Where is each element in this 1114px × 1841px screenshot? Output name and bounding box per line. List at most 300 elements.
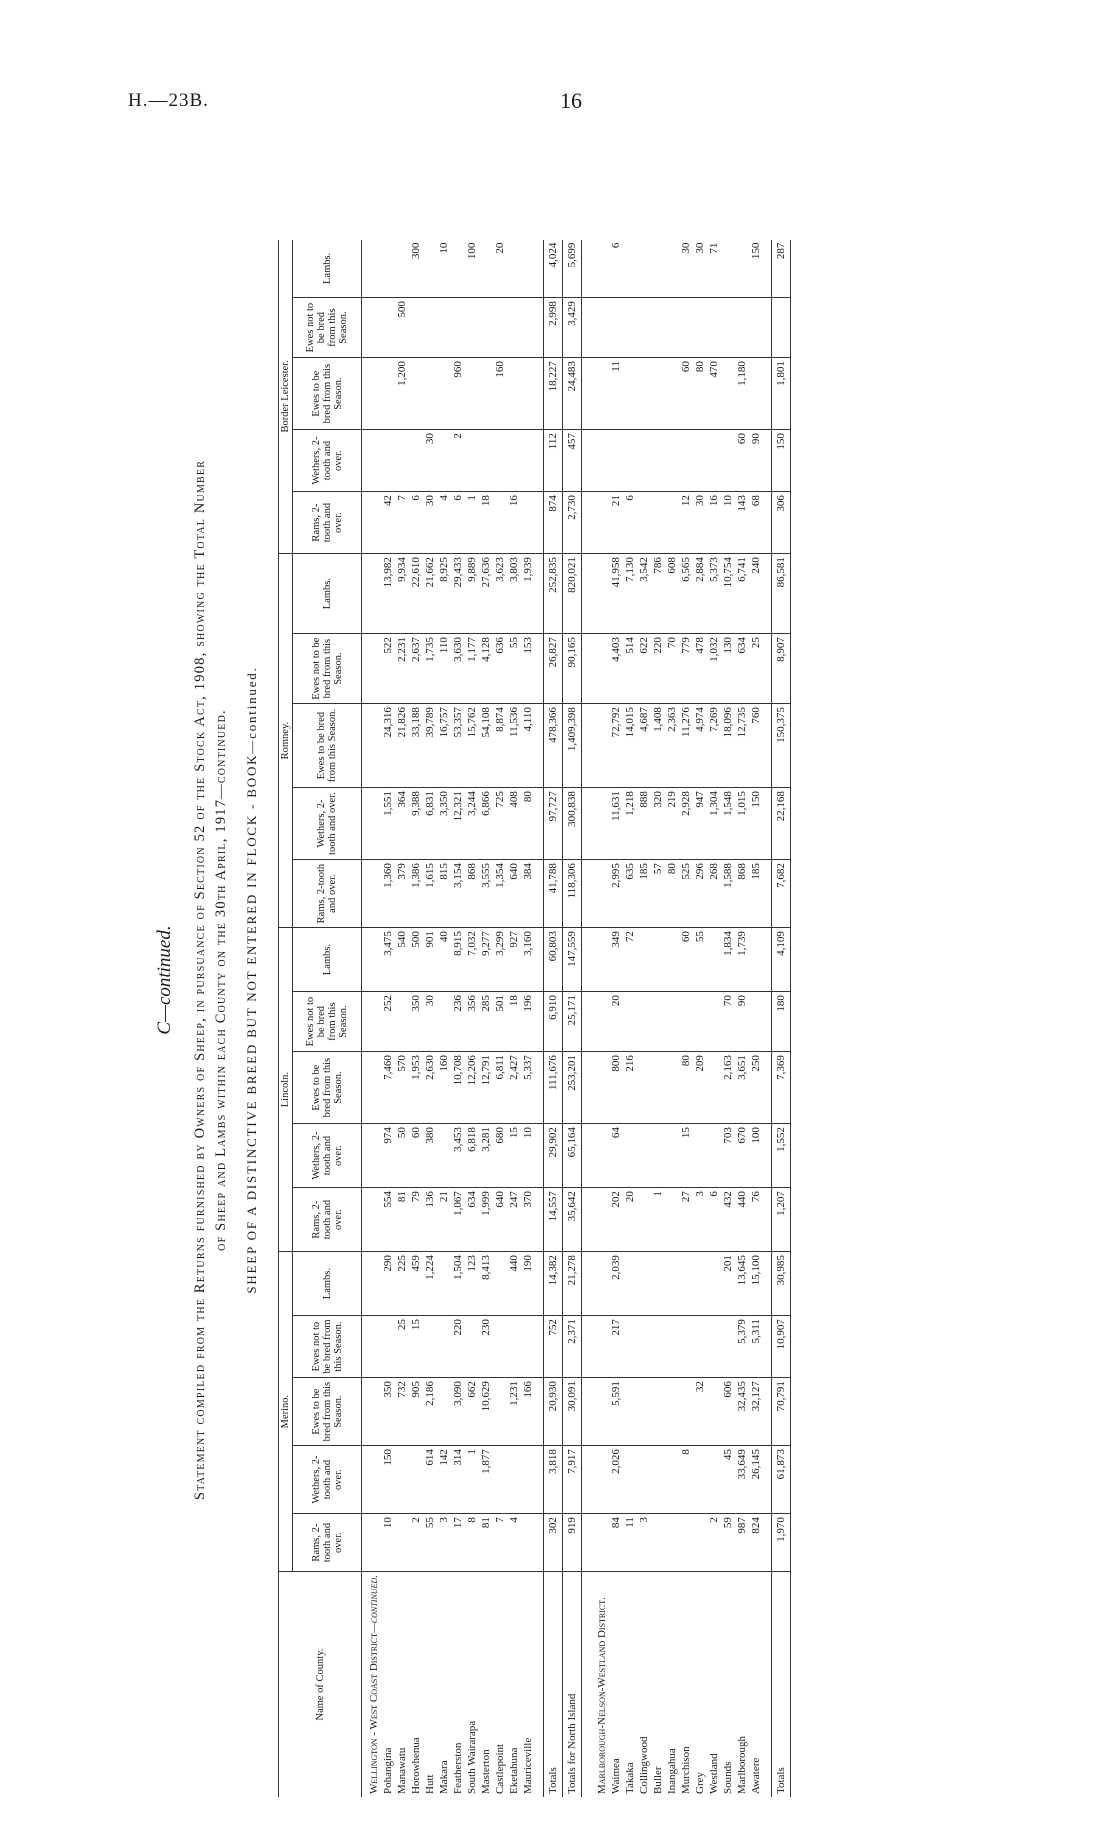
table-cell: 196 — [521, 992, 535, 1052]
table-cell: 7,032 — [465, 928, 479, 992]
table-cell: 9,277 — [479, 928, 493, 992]
table-cell: 10 — [721, 492, 735, 554]
table-cell — [763, 1052, 772, 1124]
table-cell — [521, 430, 535, 492]
table-cell — [665, 1252, 679, 1316]
table-cell — [707, 1124, 721, 1188]
table-cell — [535, 860, 544, 928]
table-cell — [637, 928, 651, 992]
table-cell: 14,015 — [623, 704, 637, 788]
table-cell: 2,630 — [423, 1052, 437, 1124]
table-cell: 2,026 — [609, 1446, 623, 1514]
table-cell — [651, 992, 665, 1052]
table-cell — [521, 1446, 535, 1514]
table-cell — [590, 1052, 609, 1124]
table-cell — [535, 1514, 544, 1572]
table-cell — [763, 1316, 772, 1378]
table-cell — [521, 298, 535, 358]
rotated-page-area — [150, 135, 1010, 1825]
table-cell — [582, 1252, 591, 1316]
table-cell — [735, 298, 749, 358]
table-cell: 4,687 — [637, 704, 651, 788]
table-cell — [437, 1252, 451, 1316]
table-cell — [465, 358, 479, 430]
county-name: Sounds — [722, 1761, 734, 1794]
statement-subtitle: of Sheep and Lambs within each County on the 30th April, 1917—continued. — [213, 709, 229, 1251]
table-cell: 97,727 — [544, 788, 563, 860]
table-cell — [763, 788, 772, 860]
table-row — [493, 240, 507, 1797]
column-header: Ewes not to be bred from this Season. — [293, 992, 362, 1052]
table-cell: 61,873 — [772, 1446, 791, 1514]
table-cell: 2 — [451, 430, 465, 492]
table-cell — [665, 1514, 679, 1572]
table-cell: 662 — [465, 1378, 479, 1446]
table-cell — [409, 358, 423, 430]
county-name: Featherston — [452, 1742, 464, 1794]
table-cell — [451, 298, 465, 358]
table-cell: 3,090 — [451, 1378, 465, 1446]
table-cell: 15 — [679, 1124, 693, 1188]
table-cell — [590, 1316, 609, 1378]
table-cell: 26,145 — [749, 1446, 763, 1514]
table-cell — [651, 1252, 665, 1316]
table-cell: 15 — [409, 1316, 423, 1378]
table-cell — [651, 1316, 665, 1378]
table-cell: 470 — [707, 358, 721, 430]
table-cell: 71 — [707, 240, 721, 298]
table-cell: 12,321 — [451, 788, 465, 860]
table-cell: 219 — [665, 788, 679, 860]
table-cell: 112 — [544, 430, 563, 492]
table-cell: 15,100 — [749, 1252, 763, 1316]
table-cell — [590, 1446, 609, 1514]
table-body — [362, 240, 791, 1797]
column-header: Ewes to be bred from this Season. — [293, 358, 362, 430]
table-cell: 80 — [679, 1052, 693, 1124]
table-cell: 2,363 — [665, 704, 679, 788]
table-cell: 1,735 — [423, 634, 437, 704]
table-cell — [590, 788, 609, 860]
table-cell: 25 — [749, 634, 763, 704]
table-cell — [493, 1446, 507, 1514]
table-row — [409, 240, 423, 1797]
table-cell: 974 — [381, 1124, 395, 1188]
table-cell: 459 — [409, 1252, 423, 1316]
column-header: Ewes to be bred from this Season. — [293, 1052, 362, 1124]
table-cell: 18 — [479, 492, 493, 554]
table-cell — [362, 992, 382, 1052]
column-header: Lambs. — [293, 240, 362, 298]
table-row — [693, 240, 707, 1797]
table-cell — [362, 298, 382, 358]
table-cell: 8,925 — [437, 554, 451, 634]
table-cell: 17 — [451, 1514, 465, 1572]
table-row — [465, 240, 479, 1797]
county-name: Totals — [772, 1572, 791, 1797]
table-cell: 608 — [665, 554, 679, 634]
table-cell: 1 — [651, 1188, 665, 1252]
table-cell: 201 — [721, 1252, 735, 1316]
table-cell — [535, 1052, 544, 1124]
table-cell: 1,408 — [651, 704, 665, 788]
totals-row — [544, 240, 563, 1797]
table-cell: 39,789 — [423, 704, 437, 788]
table-cell: 247 — [507, 1188, 521, 1252]
county-name: Collingwood — [638, 1736, 650, 1794]
table-cell: 32,127 — [749, 1378, 763, 1446]
table-cell — [707, 992, 721, 1052]
table-cell: 6 — [623, 492, 637, 554]
county-name: Takaka — [624, 1762, 636, 1794]
table-cell — [637, 492, 651, 554]
column-header: Wethers, 2-tooth and over. — [293, 1446, 362, 1514]
table-cell: 4,110 — [521, 704, 535, 788]
table-cell: 81 — [479, 1514, 493, 1572]
table-cell: 3,244 — [465, 788, 479, 860]
table-cell: 130 — [721, 634, 735, 704]
table-row — [521, 240, 535, 1797]
table-cell — [693, 430, 707, 492]
table-cell: 57 — [651, 860, 665, 928]
table-cell — [582, 1446, 591, 1514]
table-cell: 30 — [423, 430, 437, 492]
table-cell: 33,649 — [735, 1446, 749, 1514]
sheep-category-title: SHEEP OF A DISTINCTIVE BREED BUT NOT ENTERED IN FLOCK - BOOK—continued. — [244, 666, 259, 1294]
table-cell: 5,311 — [749, 1316, 763, 1378]
table-cell: 752 — [544, 1316, 563, 1378]
county-name: Inangahua — [666, 1748, 678, 1794]
table-cell: 3,160 — [521, 928, 535, 992]
table-cell — [651, 240, 665, 298]
table-cell: 1,801 — [772, 358, 791, 430]
table-cell — [437, 1378, 451, 1446]
table-cell: 12,735 — [735, 704, 749, 788]
table-cell: 1,032 — [707, 634, 721, 704]
table-cell — [623, 1124, 637, 1188]
table-cell: 11,631 — [609, 788, 623, 860]
table-cell: 6 — [451, 492, 465, 554]
table-cell — [362, 1316, 382, 1378]
table-row — [395, 240, 409, 1797]
table-cell: 868 — [735, 860, 749, 928]
table-cell: 349 — [609, 928, 623, 992]
table-cell — [763, 1446, 772, 1514]
table-cell: 500 — [409, 928, 423, 992]
table-cell — [590, 430, 609, 492]
table-cell: 815 — [437, 860, 451, 928]
table-cell — [437, 358, 451, 430]
table-cell — [665, 1124, 679, 1188]
table-cell: 10,754 — [721, 554, 735, 634]
table-cell: 16 — [707, 492, 721, 554]
table-cell — [749, 992, 763, 1052]
table-cell: 60 — [679, 928, 693, 992]
table-cell: 100 — [749, 1124, 763, 1188]
table-cell — [665, 992, 679, 1052]
table-cell: 20 — [609, 992, 623, 1052]
table-cell — [362, 1252, 382, 1316]
table-cell — [623, 430, 637, 492]
table-cell — [582, 240, 591, 298]
table-cell: 190 — [521, 1252, 535, 1316]
table-cell: 50 — [395, 1124, 409, 1188]
table-cell: 3,299 — [493, 928, 507, 992]
table-cell: 18,096 — [721, 704, 735, 788]
table-cell: 478,366 — [544, 704, 563, 788]
table-cell: 160 — [493, 358, 507, 430]
table-row — [749, 240, 763, 1797]
table-cell — [535, 634, 544, 704]
table-cell — [590, 860, 609, 928]
table-row — [451, 240, 465, 1797]
table-cell: 123 — [465, 1252, 479, 1316]
table-cell — [707, 1052, 721, 1124]
table-cell: 800 — [609, 1052, 623, 1124]
table-cell: 622 — [637, 634, 651, 704]
table-cell — [437, 1124, 451, 1188]
table-cell: 540 — [395, 928, 409, 992]
table-cell: 4,128 — [479, 634, 493, 704]
table-cell — [582, 1514, 591, 1572]
table-cell — [590, 1124, 609, 1188]
table-cell: 60 — [679, 358, 693, 430]
table-cell: 136 — [423, 1188, 437, 1252]
table-cell: 1,999 — [479, 1188, 493, 1252]
table-cell: 6,866 — [479, 788, 493, 860]
table-row — [381, 240, 395, 1797]
county-name: Totals for North Island — [563, 1572, 582, 1797]
table-cell: 60 — [409, 1124, 423, 1188]
table-cell: 1,354 — [493, 860, 507, 928]
table-cell: 100 — [465, 240, 479, 298]
spacer-row — [582, 240, 591, 1797]
table-cell: 9,934 — [395, 554, 409, 634]
table-cell: 70 — [665, 634, 679, 704]
table-cell — [679, 992, 693, 1052]
table-cell: 3 — [437, 1514, 451, 1572]
table-cell: 3,818 — [544, 1446, 563, 1514]
table-cell — [582, 1316, 591, 1378]
table-cell: 3 — [693, 1188, 707, 1252]
column-header: Lambs. — [293, 928, 362, 992]
column-header: Rams, 2-tooth and over. — [293, 860, 362, 928]
table-cell — [651, 358, 665, 430]
table-cell — [693, 1124, 707, 1188]
table-cell — [707, 298, 721, 358]
table-cell: 285 — [479, 992, 493, 1052]
table-cell: 15,762 — [465, 704, 479, 788]
table-cell: 21,662 — [423, 554, 437, 634]
table-cell: 786 — [651, 554, 665, 634]
table-cell: 118,306 — [563, 860, 582, 928]
county-name: Marlborough — [736, 1735, 748, 1794]
table-cell: 287 — [772, 240, 791, 298]
table-cell: 634 — [735, 634, 749, 704]
table-cell: 634 — [465, 1188, 479, 1252]
table-cell: 81 — [395, 1188, 409, 1252]
table-cell: 8 — [465, 1514, 479, 1572]
table-row — [423, 240, 437, 1797]
table-cell — [493, 430, 507, 492]
table-cell: 1,360 — [381, 860, 395, 928]
table-cell — [651, 928, 665, 992]
table-cell — [665, 1188, 679, 1252]
table-cell: 3,630 — [451, 634, 465, 704]
table-cell: 9,388 — [409, 788, 423, 860]
county-name: Westland — [708, 1753, 720, 1794]
table-cell: 2,928 — [679, 788, 693, 860]
table-cell: 32 — [693, 1378, 707, 1446]
table-cell — [637, 298, 651, 358]
table-cell: 919 — [563, 1514, 582, 1572]
table-cell: 27 — [679, 1188, 693, 1252]
table-cell — [693, 992, 707, 1052]
table-cell: 16 — [507, 492, 521, 554]
table-cell: 53,357 — [451, 704, 465, 788]
table-cell — [590, 1252, 609, 1316]
table-cell — [651, 1514, 665, 1572]
table-cell: 80 — [665, 860, 679, 928]
table-cell — [693, 1514, 707, 1572]
table-cell: 408 — [507, 788, 521, 860]
table-cell: 1,067 — [451, 1188, 465, 1252]
table-cell — [362, 1378, 382, 1446]
column-header: Lambs. — [293, 554, 362, 634]
table-cell: 820,021 — [563, 554, 582, 634]
table-cell — [679, 1378, 693, 1446]
table-cell — [590, 1378, 609, 1446]
table-cell — [362, 634, 382, 704]
table-cell: 240 — [749, 554, 763, 634]
table-cell — [362, 788, 382, 860]
table-cell: 2,186 — [423, 1378, 437, 1446]
table-cell: 290 — [381, 1252, 395, 1316]
table-cell: 3,623 — [493, 554, 507, 634]
table-cell: 7,130 — [623, 554, 637, 634]
table-cell — [381, 240, 395, 298]
table-cell — [409, 430, 423, 492]
table-cell: 1,224 — [423, 1252, 437, 1316]
table-cell: 636 — [493, 634, 507, 704]
table-cell — [493, 492, 507, 554]
table-cell — [590, 1514, 609, 1572]
table-cell — [535, 928, 544, 992]
table-cell: 3,803 — [507, 554, 521, 634]
table-cell — [535, 554, 544, 634]
table-cell: 614 — [423, 1446, 437, 1514]
table-cell — [381, 1316, 395, 1378]
table-cell: 440 — [735, 1188, 749, 1252]
table-cell — [437, 1316, 451, 1378]
table-cell — [590, 554, 609, 634]
county-name: Murchison — [680, 1746, 692, 1794]
table-cell — [465, 430, 479, 492]
table-cell: 209 — [693, 1052, 707, 1124]
table-cell: 185 — [749, 860, 763, 928]
table-cell: 40 — [437, 928, 451, 992]
table-cell — [623, 298, 637, 358]
table-cell — [582, 1188, 591, 1252]
table-cell: 2,998 — [544, 298, 563, 358]
table-cell: 364 — [395, 788, 409, 860]
table-cell: 14,557 — [544, 1188, 563, 1252]
table-cell: 8,413 — [479, 1252, 493, 1316]
table-row — [609, 240, 623, 1797]
table-cell — [535, 1316, 544, 1378]
table-cell — [582, 430, 591, 492]
table-cell — [763, 928, 772, 992]
table-cell: 7,369 — [772, 1052, 791, 1124]
table-cell — [521, 1316, 535, 1378]
table-cell — [665, 1316, 679, 1378]
table-cell: 21,826 — [395, 704, 409, 788]
table-cell — [479, 240, 493, 298]
table-cell: 6 — [609, 240, 623, 298]
table-cell: 1,015 — [735, 788, 749, 860]
table-cell: 1,552 — [772, 1124, 791, 1188]
table-cell — [763, 1378, 772, 1446]
table-cell — [437, 298, 451, 358]
table-cell — [535, 430, 544, 492]
table-cell: 160 — [437, 1052, 451, 1124]
table-cell — [535, 1446, 544, 1514]
table-cell: 4,109 — [772, 928, 791, 992]
county-name: South Wairarapa — [466, 1720, 478, 1794]
county-name: Grey — [694, 1772, 706, 1794]
table-cell — [362, 704, 382, 788]
table-cell: 350 — [409, 992, 423, 1052]
table-cell: 86,581 — [772, 554, 791, 634]
table-cell: 150 — [772, 430, 791, 492]
table-cell: 947 — [693, 788, 707, 860]
table-cell: 59 — [721, 1514, 735, 1572]
table-cell: 1,588 — [721, 860, 735, 928]
table-cell: 3,651 — [735, 1052, 749, 1124]
table-cell: 253,201 — [563, 1052, 582, 1124]
table-cell — [651, 492, 665, 554]
table-cell: 7,682 — [772, 860, 791, 928]
county-name: Hutt — [424, 1774, 436, 1794]
table-cell: 1,970 — [772, 1514, 791, 1572]
table-cell — [763, 358, 772, 430]
table-cell: 76 — [749, 1188, 763, 1252]
table-cell: 296 — [693, 860, 707, 928]
table-row — [665, 240, 679, 1797]
statement-title: Statement compiled from the Returns furnished by Owners of Sheep, in pursuance of Section 52 of the Stock Act, 1908, showing the Total Number — [192, 459, 208, 1501]
table-cell — [535, 1378, 544, 1446]
table-cell — [623, 992, 637, 1052]
table-cell — [721, 298, 735, 358]
breed-header-row — [279, 240, 293, 1797]
table-cell — [679, 430, 693, 492]
table-cell: 55 — [507, 634, 521, 704]
table-cell — [493, 1316, 507, 1378]
table-cell: 2 — [409, 1514, 423, 1572]
table-cell — [637, 1252, 651, 1316]
table-cell — [707, 928, 721, 992]
table-cell: 3,350 — [437, 788, 451, 860]
table-cell: 55 — [693, 928, 707, 992]
table-cell: 20 — [493, 240, 507, 298]
table-cell: 26,827 — [544, 634, 563, 704]
table-cell: 640 — [493, 1188, 507, 1252]
table-cell — [507, 1446, 521, 1514]
table-cell — [637, 1188, 651, 1252]
table-cell: 30,091 — [563, 1378, 582, 1446]
table-cell: 3,475 — [381, 928, 395, 992]
table-cell: 10,708 — [451, 1052, 465, 1124]
